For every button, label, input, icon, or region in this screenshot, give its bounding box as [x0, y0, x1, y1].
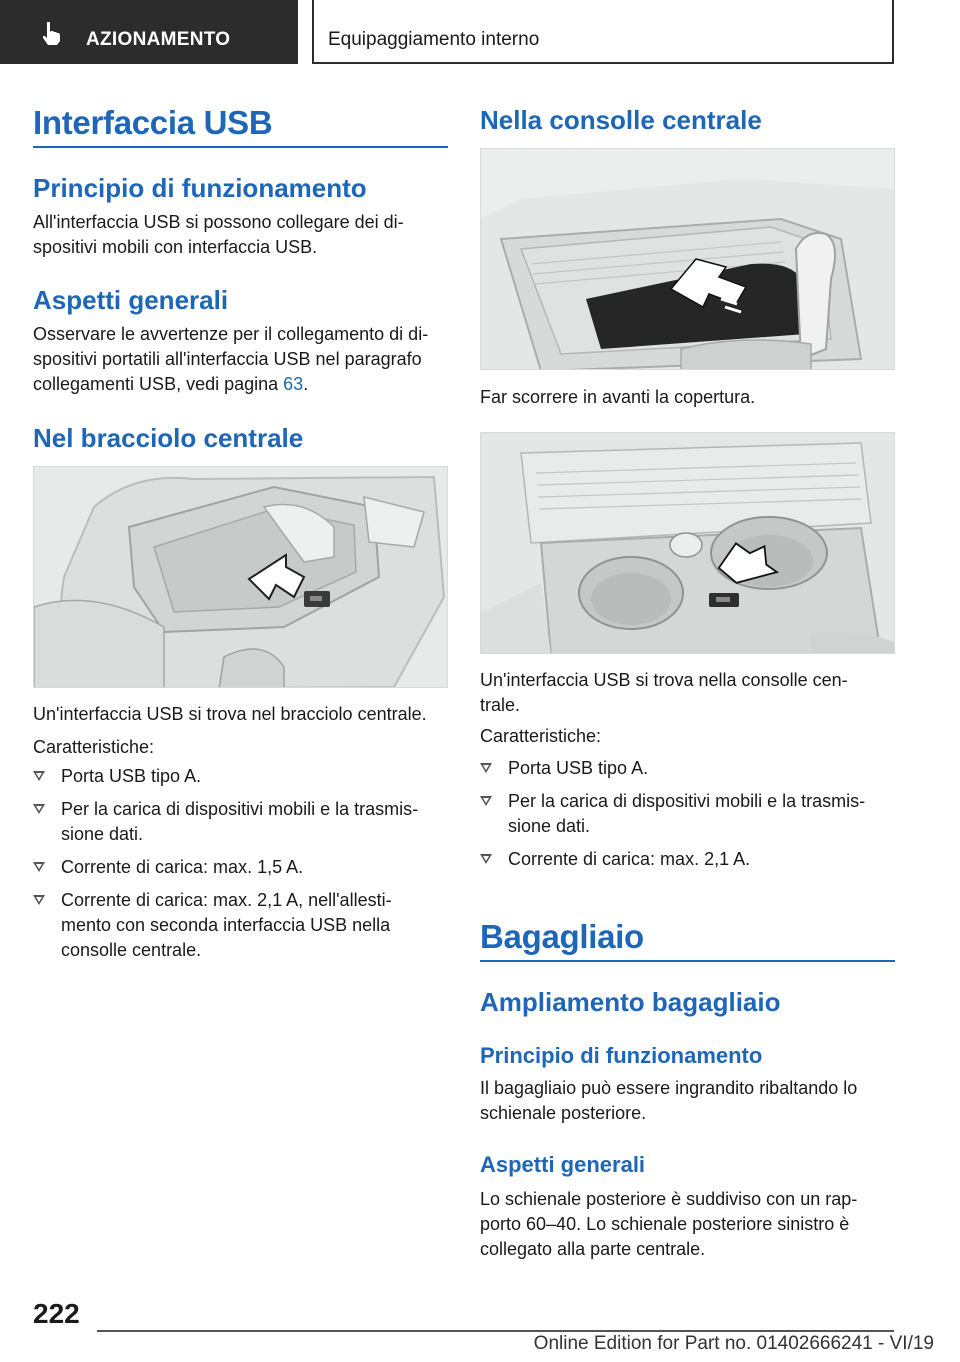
- console-features-list: [480, 756, 895, 872]
- header-section-label: AZIONAMENTO: [86, 29, 231, 50]
- list-item-text: Corrente di carica: max. 2,1 A.: [508, 849, 751, 869]
- armrest-heading: Nel bracciolo centrale: [33, 423, 304, 453]
- list-item-text: Porta USB tipo A.: [508, 758, 649, 778]
- luggage-title-rule: [480, 960, 895, 962]
- page-number: 222: [33, 1298, 80, 1329]
- luggage-general-text: Lo schienale posteriore è suddiviso con un rap- porto 60–40. Lo schienale posteriore sinistro è collegato alla parte centrale.: [480, 1189, 858, 1259]
- list-item-text: Per la carica di dispositivi mobili e la trasmis- sione dati.: [508, 791, 866, 836]
- principle-text: All'interfaccia USB si possono collegare dei di- spositivi mobili con interfaccia USB.: [33, 212, 404, 257]
- pointing-hand-icon: [38, 20, 64, 46]
- luggage-principle-text: Il bagagliaio può essere ingrandito ribaltando lo schienale posteriore.: [480, 1078, 858, 1123]
- triangle-bullet-icon: [33, 895, 45, 905]
- console-caption-1: Far scorrere in avanti la copertura.: [480, 387, 756, 407]
- triangle-bullet-icon: [33, 804, 45, 814]
- list-item-text: Porta USB tipo A.: [61, 766, 202, 786]
- list-item: [480, 756, 895, 781]
- footer-rule: [97, 1330, 894, 1332]
- console-features-label: Caratteristiche:: [480, 726, 602, 746]
- title-rule: [33, 146, 448, 148]
- armrest-features-label: Caratteristiche:: [33, 737, 155, 757]
- list-item: [33, 764, 448, 789]
- general-text: [33, 322, 448, 397]
- general-text-end: .: [303, 374, 309, 394]
- footer-edition: Online Edition for Part no. 01402666241 - VI/19: [533, 1333, 934, 1354]
- header-chapter-tab: [312, 0, 894, 64]
- list-item: [480, 847, 895, 872]
- list-item: [33, 797, 448, 847]
- triangle-bullet-icon: [480, 796, 492, 806]
- triangle-bullet-icon: [480, 854, 492, 864]
- list-item: [480, 789, 895, 839]
- console-caption-2: Un'interfaccia USB si trova nella consolle cen- trale.: [480, 670, 848, 715]
- triangle-bullet-icon: [33, 862, 45, 872]
- general-text-body: Osservare le avvertenze per il collegamento di di- spositivi portatili all'interfaccia USB nel paragrafo collegamenti USB, vedi pagina: [33, 324, 429, 394]
- general-heading: Aspetti generali: [33, 285, 229, 315]
- header-section-tab: [0, 0, 298, 64]
- console-heading: Nella consolle centrale: [480, 105, 762, 135]
- luggage-general-heading: Aspetti generali: [480, 1152, 646, 1177]
- list-item: [33, 888, 448, 963]
- armrest-caption: Un'interfaccia USB si trova nel bracciolo centrale.: [33, 704, 427, 724]
- page-link[interactable]: 63: [283, 374, 304, 394]
- luggage-title: Bagagliaio: [480, 918, 644, 955]
- principle-heading: Principio di funzionamento: [33, 173, 367, 203]
- header-chapter-label: Equipaggiamento interno: [328, 29, 540, 50]
- triangle-bullet-icon: [33, 771, 45, 781]
- console-cover-illustration: [480, 148, 895, 370]
- luggage-subtitle: Ampliamento bagagliaio: [480, 987, 781, 1017]
- list-item-text: Corrente di carica: max. 1,5 A.: [61, 857, 304, 877]
- console-usb-illustration: [480, 432, 895, 654]
- list-item-text: Corrente di carica: max. 2,1 A, nell'allesti- mento con seconda interfaccia USB nella consolle centrale.: [61, 890, 392, 960]
- armrest-features-list: [33, 764, 448, 963]
- page-title: Interfaccia USB: [33, 104, 273, 141]
- triangle-bullet-icon: [480, 763, 492, 773]
- armrest-usb-illustration: [33, 466, 448, 688]
- left-column: [33, 104, 448, 142]
- luggage-principle-heading: Principio di funzionamento: [480, 1043, 763, 1068]
- list-item: [33, 855, 448, 880]
- list-item-text: Per la carica di dispositivi mobili e la trasmis- sione dati.: [61, 799, 419, 844]
